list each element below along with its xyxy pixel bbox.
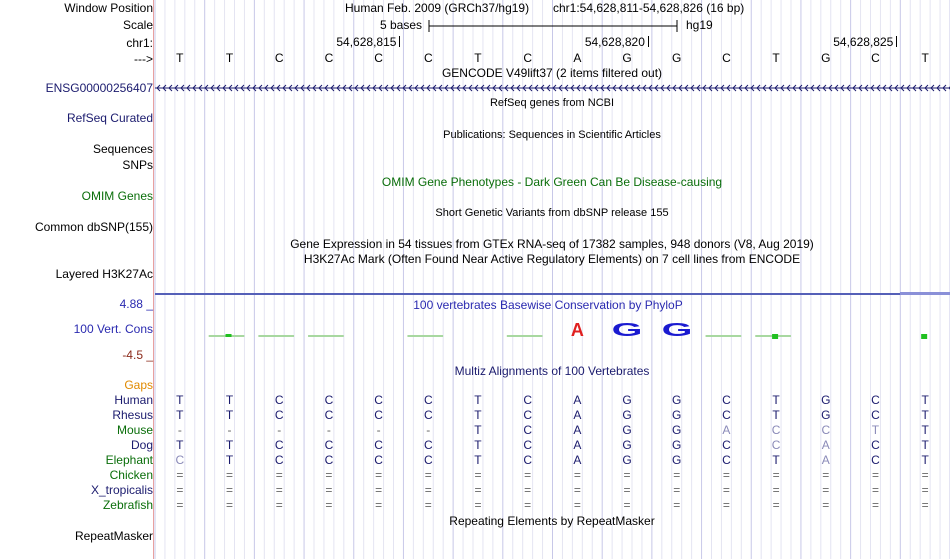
aligned-base: =: [375, 468, 383, 482]
aligned-base: =: [325, 498, 333, 512]
coordinate-label: 54,628,825: [833, 35, 894, 49]
aligned-base: T: [225, 408, 234, 422]
gencode-track-title[interactable]: GENCODE V49lift37 (2 items filtered out): [441, 66, 663, 80]
aligned-base: =: [921, 498, 929, 512]
scale-label: Scale: [122, 18, 153, 32]
aligned-base: C: [274, 438, 284, 452]
reference-base: T: [772, 51, 780, 65]
aligned-base: =: [722, 498, 730, 512]
aligned-base: =: [524, 468, 532, 482]
aligned-base: -: [227, 423, 232, 437]
reference-base: T: [921, 51, 929, 65]
species-label[interactable]: X_tropicalis: [90, 483, 153, 497]
aligned-base: G: [672, 423, 682, 437]
aligned-base: =: [226, 483, 234, 497]
aligned-base: T: [225, 453, 234, 467]
aligned-base: G: [622, 423, 632, 437]
aligned-base: =: [871, 498, 879, 512]
aligned-base: C: [423, 438, 433, 452]
aligned-base: =: [424, 498, 432, 512]
reference-base: G: [622, 51, 632, 65]
aligned-base: =: [424, 483, 432, 497]
aligned-base: T: [474, 423, 482, 437]
aligned-base: A: [573, 438, 582, 452]
dbsnp-track-title[interactable]: Short Genetic Variants from dbSNP release 155: [435, 207, 669, 219]
aligned-base: C: [374, 453, 383, 467]
aligned-base: =: [822, 498, 830, 512]
aligned-base: =: [524, 498, 532, 512]
species-label[interactable]: Chicken: [109, 468, 153, 482]
reference-base: C: [274, 51, 284, 65]
aligned-base: G: [672, 408, 682, 422]
reference-base: C: [374, 51, 383, 65]
aligned-base: T: [225, 438, 234, 452]
reference-base: C: [722, 51, 731, 65]
aligned-base: =: [226, 498, 234, 512]
reference-base: C: [324, 51, 334, 65]
coordinate-tick: [896, 36, 897, 47]
sequences-label[interactable]: Sequences: [92, 142, 153, 156]
gaps-label: Gaps: [124, 378, 153, 392]
reference-base: G: [672, 51, 682, 65]
aligned-base: =: [673, 468, 681, 482]
gtex-track-title[interactable]: Gene Expression in 54 tissues from GTEx RNA-seq of 17382 samples, 948 donors (V8, Aug 2019): [290, 237, 814, 251]
aligned-base: T: [921, 408, 929, 422]
aligned-base: G: [672, 438, 682, 452]
aligned-base: C: [523, 423, 532, 437]
aligned-base: C: [175, 453, 185, 467]
aligned-base: T: [474, 408, 482, 422]
h3k27ac-label[interactable]: Layered H3K27Ac: [55, 267, 153, 281]
aligned-base: =: [871, 468, 879, 482]
coordinate-label: 54,628,820: [584, 35, 645, 49]
h3k27ac-track-title[interactable]: H3K27Ac Mark (Often Found Near Active Regulatory Elements) on 7 cell lines from ENCODE: [303, 252, 801, 266]
aligned-base: T: [176, 438, 184, 452]
aligned-base: C: [871, 438, 880, 452]
aligned-base: C: [274, 453, 284, 467]
conservation-logo-letter: A: [570, 320, 584, 340]
snps-label[interactable]: SNPs: [122, 158, 153, 172]
conservation-logo-letter: G: [661, 320, 693, 340]
aligned-base: C: [324, 453, 334, 467]
aligned-base: G: [672, 453, 682, 467]
aligned-base: T: [921, 423, 929, 437]
aligned-base: -: [376, 423, 381, 437]
aligned-base: C: [722, 453, 731, 467]
h3k27ac-signal: [155, 292, 950, 296]
aligned-base: =: [573, 483, 581, 497]
species-label[interactable]: Dog: [130, 438, 153, 452]
aligned-base: =: [822, 468, 830, 482]
aligned-base: C: [523, 453, 532, 467]
aligned-base: =: [275, 498, 283, 512]
conservation-plot: [155, 320, 950, 350]
aligned-base: C: [274, 408, 284, 422]
window-position-label: Window Position: [64, 1, 153, 15]
aligned-base: =: [275, 468, 283, 482]
aligned-base: T: [921, 438, 929, 452]
aligned-base: A: [573, 453, 582, 467]
aligned-base: C: [324, 408, 334, 422]
aligned-base: T: [176, 408, 184, 422]
aligned-base: =: [722, 468, 730, 482]
aligned-base: =: [176, 483, 184, 497]
refseq-track-title[interactable]: RefSeq genes from NCBI: [489, 97, 615, 109]
aligned-base: =: [623, 468, 631, 482]
omim-track-title[interactable]: OMIM Gene Phenotypes - Dark Green Can Be Disease-causing: [381, 175, 723, 189]
aligned-base: T: [772, 453, 780, 467]
aligned-base: =: [375, 483, 383, 497]
repeatmasker-label[interactable]: RepeatMasker: [74, 529, 153, 543]
coordinate-tick: [648, 36, 649, 47]
aligned-base: =: [822, 483, 830, 497]
aligned-base: =: [524, 483, 532, 497]
aligned-base: T: [474, 393, 482, 407]
aligned-base: =: [921, 468, 929, 482]
aligned-base: C: [423, 408, 433, 422]
aligned-base: T: [772, 408, 780, 422]
aligned-base: T: [772, 393, 780, 407]
aligned-base: -: [277, 423, 282, 437]
aligned-base: =: [275, 483, 283, 497]
aligned-base: A: [821, 438, 830, 452]
species-label[interactable]: Zebrafish: [102, 498, 153, 512]
aligned-base: C: [423, 393, 433, 407]
aligned-base: C: [324, 438, 334, 452]
aligned-base: =: [474, 483, 482, 497]
aligned-base: =: [375, 498, 383, 512]
aligned-base: C: [771, 423, 781, 437]
aligned-base: =: [474, 468, 482, 482]
aligned-base: T: [921, 393, 929, 407]
aligned-base: =: [226, 468, 234, 482]
cons-min-label: -4.5 _: [122, 348, 153, 362]
aligned-base: T: [871, 423, 880, 437]
species-label[interactable]: Elephant: [105, 453, 153, 467]
aligned-base: C: [523, 408, 532, 422]
reference-base: T: [474, 51, 482, 65]
gene-id-label[interactable]: ENSG00000256407: [45, 81, 153, 95]
aligned-base: =: [673, 483, 681, 497]
aligned-base: A: [573, 423, 582, 437]
aligned-base: G: [622, 408, 632, 422]
scale-db: hg19: [686, 18, 713, 32]
aligned-base: =: [772, 468, 780, 482]
aligned-base: =: [772, 483, 780, 497]
aligned-base: C: [374, 438, 383, 452]
aligned-base: A: [573, 408, 582, 422]
label-separator: [153, 0, 154, 559]
aligned-base: C: [374, 408, 383, 422]
aligned-base: =: [474, 498, 482, 512]
aligned-base: A: [573, 393, 582, 407]
multiz-track-title[interactable]: Multiz Alignments of 100 Vertebrates: [454, 364, 650, 378]
aligned-base: =: [176, 498, 184, 512]
assembly-text: Human Feb. 2009 (GRCh37/hg19): [345, 1, 530, 15]
aligned-base: G: [622, 453, 632, 467]
aligned-base: C: [523, 438, 532, 452]
aligned-base: T: [225, 393, 234, 407]
reference-base: C: [871, 51, 880, 65]
aligned-base: =: [573, 498, 581, 512]
conservation-logo-letter: G: [611, 320, 643, 340]
aligned-base: =: [921, 483, 929, 497]
aligned-base: T: [921, 453, 929, 467]
aligned-base: =: [424, 468, 432, 482]
omim-label[interactable]: OMIM Genes: [81, 189, 153, 203]
aligned-base: C: [722, 393, 731, 407]
aligned-base: =: [623, 483, 631, 497]
species-label[interactable]: Human: [114, 393, 153, 407]
cons-max-label: 4.88 _: [119, 297, 153, 311]
aligned-base: C: [722, 438, 731, 452]
aligned-base: =: [573, 468, 581, 482]
aligned-base: =: [623, 498, 631, 512]
aligned-base: G: [821, 408, 831, 422]
refseq-label[interactable]: RefSeq Curated: [66, 111, 153, 125]
aligned-base: C: [423, 453, 433, 467]
aligned-base: =: [871, 483, 879, 497]
repeatmasker-track-title[interactable]: Repeating Elements by RepeatMasker: [449, 514, 655, 528]
aligned-base: C: [821, 423, 831, 437]
aligned-base: T: [176, 393, 184, 407]
aligned-base: G: [672, 393, 682, 407]
strand-arrow-label: --->: [134, 52, 153, 66]
aligned-base: G: [622, 393, 632, 407]
gencode-gene-feature[interactable]: [155, 82, 950, 94]
aligned-base: C: [274, 393, 284, 407]
coordinate-tick: [399, 36, 400, 47]
aligned-base: A: [722, 423, 731, 437]
aligned-base: =: [325, 468, 333, 482]
position-text: chr1:54,628,811-54,628,826 (16 bp): [553, 1, 745, 15]
aligned-base: C: [722, 408, 731, 422]
publications-track-title[interactable]: Publications: Sequences in Scientific Articles: [443, 129, 661, 141]
aligned-base: =: [673, 498, 681, 512]
phylop-track-title[interactable]: 100 vertebrates Basewise Conservation by PhyloP: [413, 298, 683, 312]
cons-label[interactable]: 100 Vert. Cons: [73, 322, 153, 336]
aligned-base: G: [821, 393, 831, 407]
aligned-base: -: [326, 423, 331, 437]
aligned-base: C: [871, 393, 880, 407]
species-label[interactable]: Mouse: [116, 423, 153, 437]
species-label[interactable]: Rhesus: [112, 408, 153, 422]
aligned-base: -: [177, 423, 182, 437]
reference-base: G: [821, 51, 831, 65]
reference-base: T: [225, 51, 234, 65]
coordinate-label: 54,628,815: [336, 35, 397, 49]
aligned-base: =: [325, 483, 333, 497]
aligned-base: T: [474, 453, 482, 467]
scale-bar: [428, 18, 680, 34]
aligned-base: =: [176, 468, 184, 482]
scale-text: 5 bases: [380, 18, 423, 32]
aligned-base: C: [871, 408, 880, 422]
aligned-base: C: [324, 393, 334, 407]
aligned-base: G: [622, 438, 632, 452]
aligned-base: T: [474, 438, 482, 452]
aligned-base: =: [772, 498, 780, 512]
reference-base: A: [573, 51, 582, 65]
aligned-base: C: [523, 393, 532, 407]
chrom-label: chr1:: [126, 36, 153, 50]
aligned-base: -: [426, 423, 431, 437]
reference-base: T: [176, 51, 184, 65]
aligned-base: C: [374, 393, 383, 407]
dbsnp-label[interactable]: Common dbSNP(155): [34, 220, 153, 234]
reference-base: C: [423, 51, 433, 65]
aligned-base: A: [821, 453, 830, 467]
aligned-base: C: [871, 453, 880, 467]
aligned-base: C: [771, 438, 781, 452]
reference-base: C: [523, 51, 532, 65]
aligned-base: =: [722, 483, 730, 497]
